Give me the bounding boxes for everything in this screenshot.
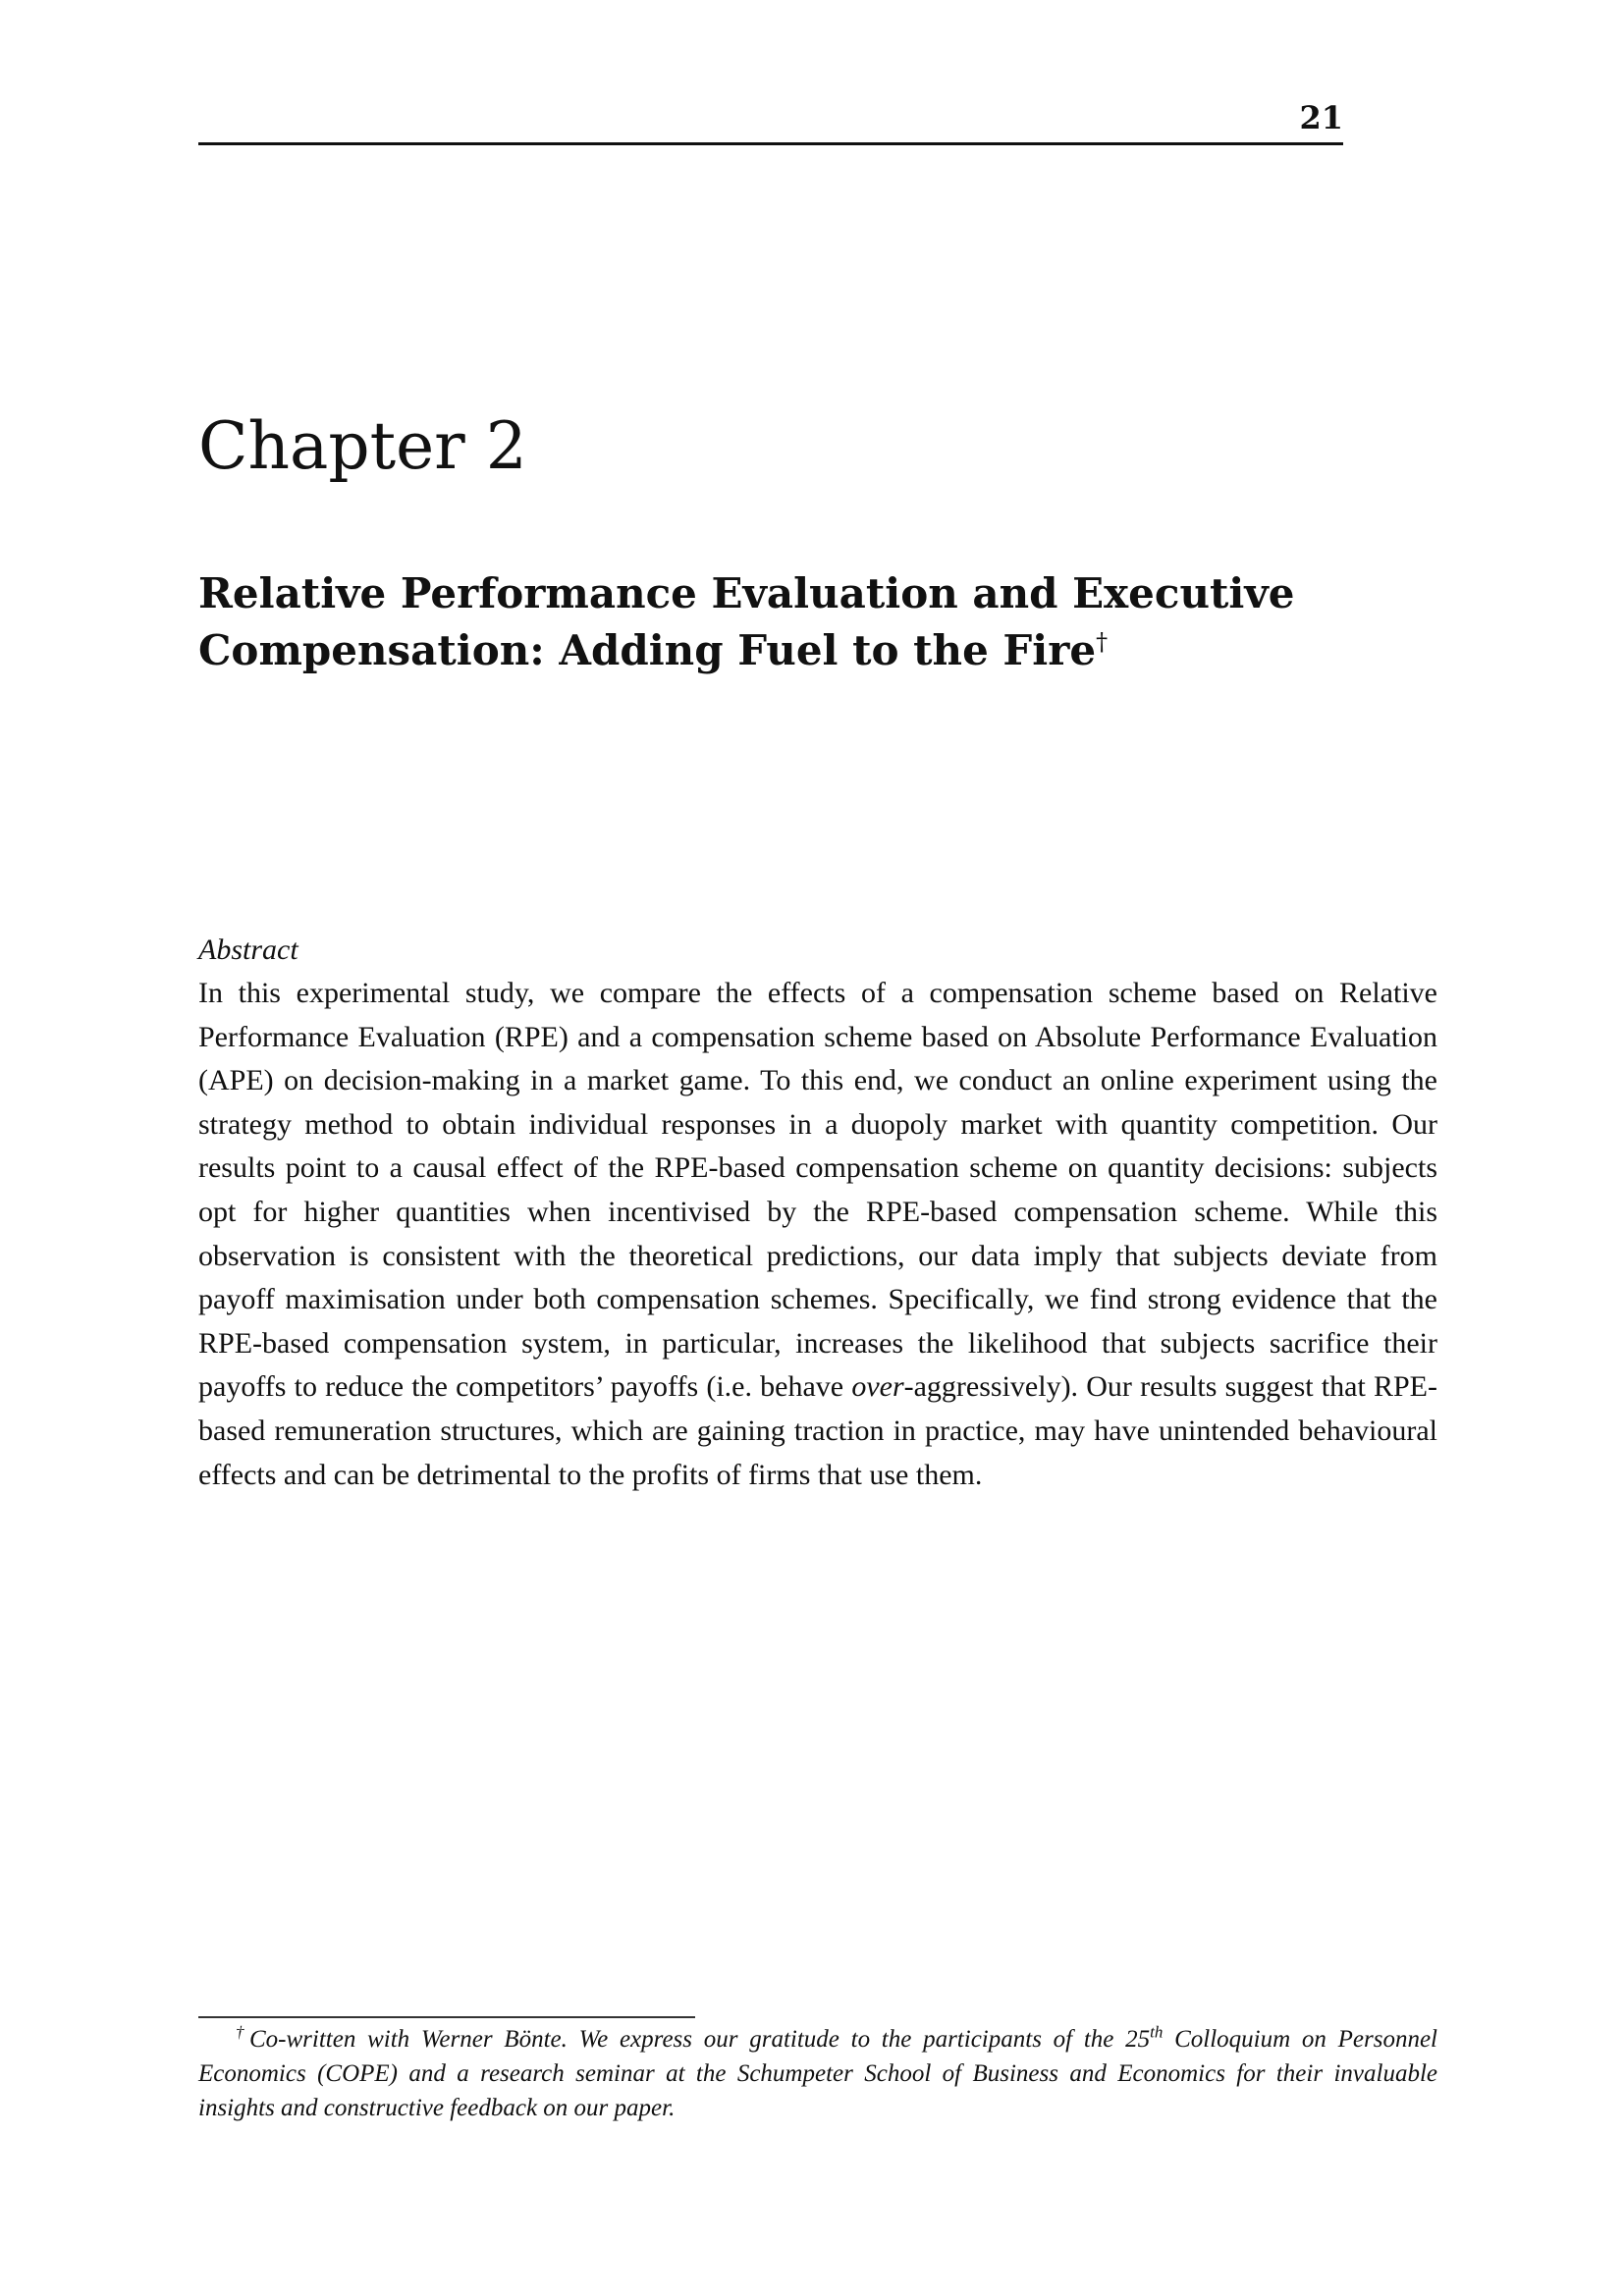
chapter-label: Chapter 2 xyxy=(198,408,527,484)
abstract-text-part2: -aggressively). Our results suggest that RPE-based remuneration structures, which are gaining traction in practice, may have unintended behavioural effects and can be detrimental to the profits of firms that use them. xyxy=(198,1370,1437,1491)
chapter-title xyxy=(198,565,1435,679)
abstract-text xyxy=(198,972,1437,1497)
abstract-emphasis: over xyxy=(851,1370,904,1404)
chapter-title-text: Relative Performance Evaluation and Executive Compensation: Adding Fuel to the Fire xyxy=(198,569,1295,674)
footnote-text-part2: Colloquium on Personnel Economics (COPE) and a research seminar at the Schumpeter School of Business and Economics for their invaluable insights and constructive feedback on our paper. xyxy=(198,2026,1438,2121)
abstract-text-part1: In this experimental study, we compare the effects of a compensation scheme based on Relative Performance Evaluation (RPE) and a compensation scheme based on Absolute Performance Evaluation (APE) on decision-making in a market game. To this end, we conduct an online experiment using the strategy method to obtain individual responses in a duopoly market with quantity competition. Our results point to a causal effect of the RPE-based compensation scheme on quantity decisions: subjects opt for higher quantities when incentivised by the RPE-based compensation scheme. While this observation is consistent with the theoretical predictions, our data imply that subjects deviate from payoff maximisation under both compensation schemes. Specifically, we find strong evidence that the RPE-based compensation system, in particular, increases the likelihood that subjects sacrifice their payoffs to reduce the competitors’ payoffs (i.e. behave xyxy=(198,977,1437,1404)
footnote-text-part1: Co-written with Werner Bönte. We express our gratitude to the participants of the 25 xyxy=(249,2026,1151,2053)
title-footnote-marker[interactable]: † xyxy=(1096,628,1109,656)
footnote-rule xyxy=(198,2016,695,2018)
page-number: 21 xyxy=(1299,99,1343,136)
footnote xyxy=(198,2022,1437,2125)
footnote-marker: † xyxy=(236,2022,249,2042)
footnote-superscript: th xyxy=(1150,2022,1164,2042)
header-rule xyxy=(198,142,1343,145)
abstract-heading: Abstract xyxy=(198,934,298,966)
